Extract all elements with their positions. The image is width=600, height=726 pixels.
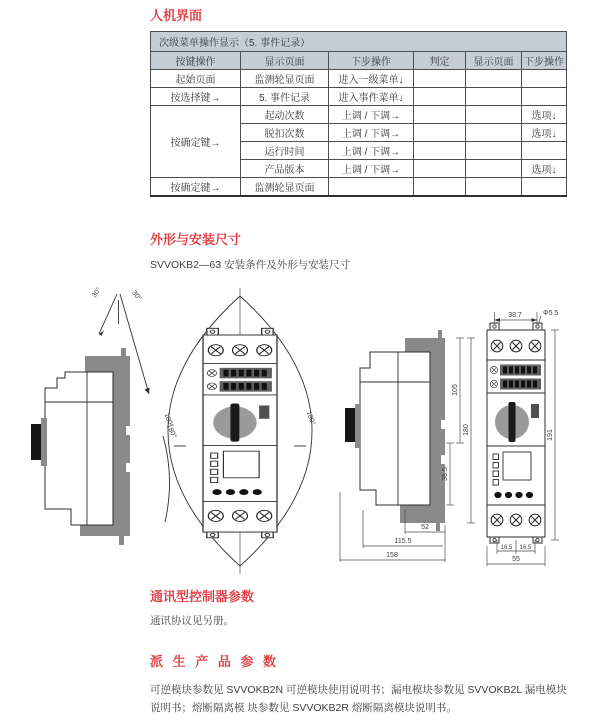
cell: 上调 / 下调→ (329, 124, 414, 142)
cell: 产品版本 (241, 160, 329, 178)
cell (414, 160, 466, 178)
cell (414, 106, 466, 124)
cell: 进入一级菜单↓ (329, 70, 414, 88)
cell (522, 178, 567, 196)
dim-35-5: 35.5 (442, 467, 449, 481)
col-header-key-op: 按键操作 (151, 52, 241, 70)
dim-158: 158 (386, 552, 398, 559)
cell (414, 142, 466, 160)
cell (414, 88, 466, 106)
cell: 监测轮显页面 (241, 70, 329, 88)
table-caption-row (151, 32, 567, 52)
cell (466, 70, 522, 88)
installation-figures (0, 275, 600, 585)
cell: 上调 / 下调→ (329, 106, 414, 124)
figure-front-view-dimensions (475, 300, 600, 578)
device-side-profile (31, 348, 130, 545)
cell: 按确定键→ (151, 178, 241, 196)
cell (466, 142, 522, 160)
cell (466, 178, 522, 196)
section-title-derived: 派 生 产 品 参 数 (150, 654, 280, 669)
cell: 选项↓ (522, 160, 567, 178)
cell: 运行时间 (241, 142, 329, 160)
dim-191: 191 (547, 429, 554, 441)
swing-label-right: 180° (304, 410, 317, 427)
device-side-profile (345, 330, 445, 531)
cell: 按选择键→ (151, 88, 241, 106)
cell: 上调 / 下调→ (329, 160, 414, 178)
dim-115-5: 115.5 (394, 538, 412, 545)
dim-hole-dia: Φ5.5 (543, 310, 559, 317)
cell: 起始页面 (151, 70, 241, 88)
cell (522, 70, 567, 88)
dim-38-7: 38.7 (508, 312, 522, 319)
cell (414, 178, 466, 196)
cell: 监测轮显页面 (241, 178, 329, 196)
col-header-display-page: 显示页面 (241, 52, 329, 70)
table-row (151, 106, 567, 124)
section-title-comm: 通讯型控制器参数 (150, 589, 255, 604)
table-caption: 次级菜单操作显示（5. 事件记录） (151, 32, 567, 52)
table-row (151, 88, 567, 106)
cell: 进入事件菜单↓ (329, 88, 414, 106)
section-title-hmi: 人机界面 (150, 8, 203, 23)
cell (522, 88, 567, 106)
dim-180: 180 (463, 424, 470, 436)
dim-16-5-left: 16.5 (500, 545, 513, 551)
cell: 起动次数 (241, 106, 329, 124)
cell (414, 124, 466, 142)
col-header-next-op2: 下步操作 (522, 52, 567, 70)
figure-front-view-ellipse (160, 286, 320, 578)
table-row (151, 70, 567, 88)
swing-label: 180° (164, 423, 178, 440)
outline-subtitle: SVVOKB2—63 安装条件及外形与安装尺寸 (150, 259, 351, 271)
cell-merged-confirm-key: 按确定键→ (151, 106, 241, 178)
dim-105: 105 (452, 384, 459, 396)
device-front-panel (203, 328, 277, 537)
cell (466, 106, 522, 124)
dim-16-5-right: 16.5 (519, 545, 532, 551)
cell: 上调 / 下调→ (329, 142, 414, 160)
col-header-display-page2: 显示页面 (466, 52, 522, 70)
cell (466, 124, 522, 142)
cell: 选项↓ (522, 124, 567, 142)
device-front-panel (487, 323, 545, 543)
swing-label-left: 180° (162, 412, 175, 429)
section-title-outline: 外形与安装尺寸 (150, 232, 242, 247)
angle-label-right: 30° (130, 289, 143, 303)
table-header-row (151, 52, 567, 70)
table-row (151, 178, 567, 196)
cell (414, 70, 466, 88)
comm-body: 通讯协议见另册。 (150, 615, 234, 627)
cell: 选项↓ (522, 106, 567, 124)
col-header-judge: 判定 (414, 52, 466, 70)
cell (329, 178, 414, 196)
cell (522, 142, 567, 160)
cell (466, 88, 522, 106)
cell: 5. 事件记录 (241, 88, 329, 106)
cell: 脱扣次数 (241, 124, 329, 142)
cell (466, 160, 522, 178)
dim-52: 52 (421, 524, 429, 531)
hmi-operation-table (150, 31, 567, 197)
angle-label-left: 30° (90, 286, 103, 300)
derived-body: 可逆模块参数见 SVVOKB2N 可逆模块使用说明书；漏电模块参数见 SVVOKB2L 漏电模块说明书；熔断隔离模 块参数见 SVVOKB2R 熔断隔离模块说明书。 (150, 684, 567, 714)
figure-side-view-dimensions (330, 320, 480, 568)
dim-55: 55 (512, 556, 520, 563)
col-header-next-op: 下步操作 (329, 52, 414, 70)
